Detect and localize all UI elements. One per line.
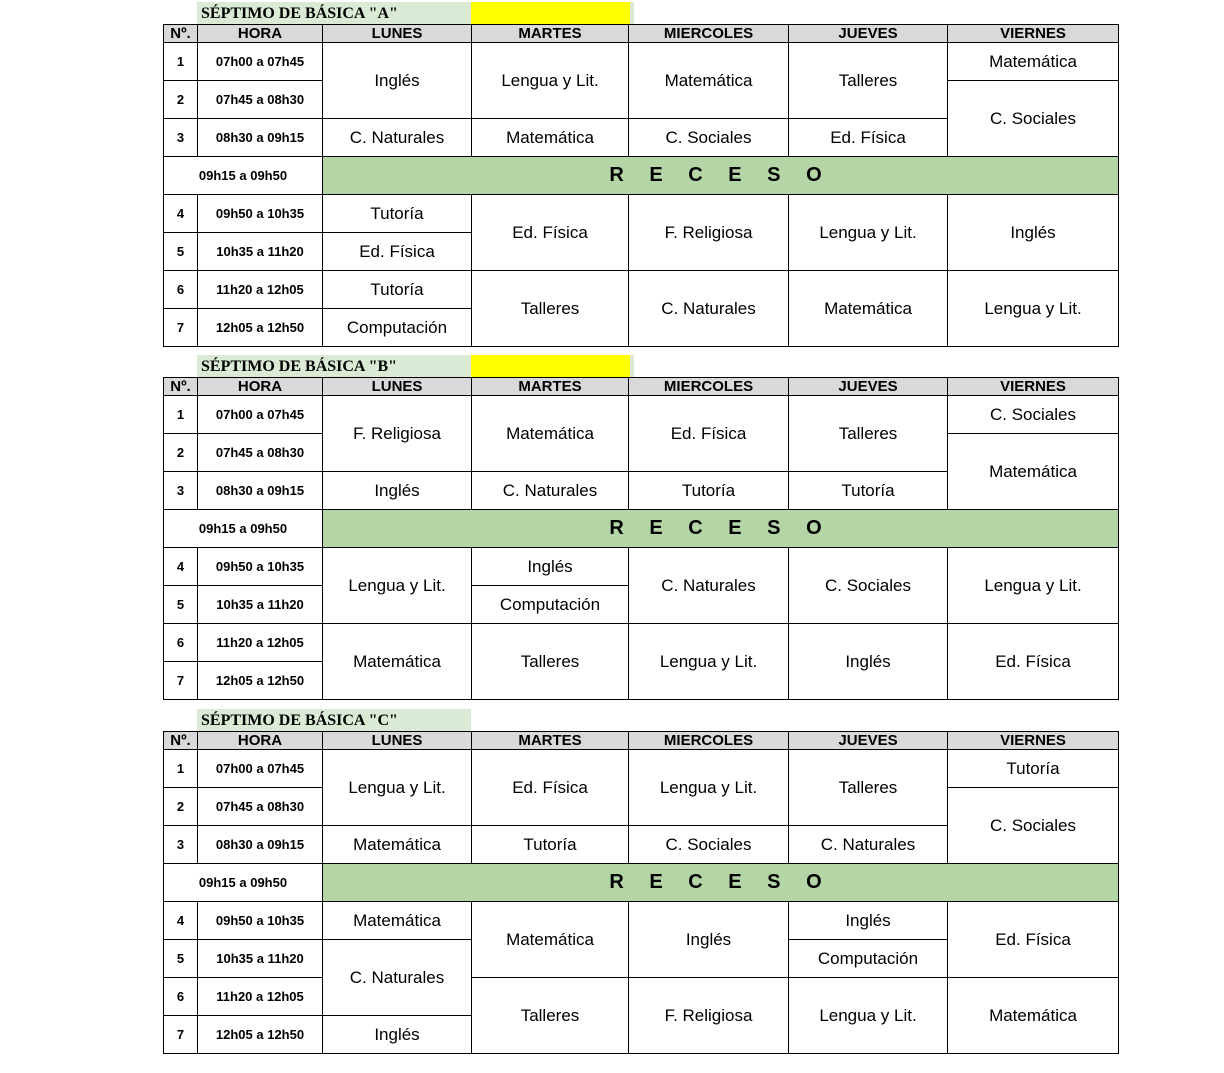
period-number: 3	[164, 472, 198, 510]
header-jueves: JUEVES	[789, 25, 948, 43]
period-time: 12h05 a 12h50	[198, 662, 323, 700]
period-number: 2	[164, 434, 198, 472]
subject-cell: Talleres	[472, 271, 629, 347]
subject-cell: Computación	[323, 309, 472, 347]
subject-cell: Tutoría	[472, 826, 629, 864]
subject-cell: Tutoría	[948, 750, 1119, 788]
subject-cell: Ed. Física	[948, 902, 1119, 978]
subject-cell: C. Sociales	[948, 788, 1119, 864]
header-lunes: LUNES	[323, 25, 472, 43]
subject-cell: Matemática	[472, 119, 629, 157]
header-viernes: VIERNES	[948, 732, 1119, 750]
subject-cell: F. Religiosa	[629, 978, 789, 1054]
subject-cell: Ed. Física	[472, 195, 629, 271]
period-time: 10h35 a 11h20	[198, 586, 323, 624]
header-hora: HORA	[198, 732, 323, 750]
subject-cell: Lengua y Lit.	[948, 271, 1119, 347]
recess-time: 09h15 a 09h50	[164, 157, 323, 195]
schedule-section-a	[163, 2, 1118, 347]
header-hora: HORA	[198, 378, 323, 396]
period-number: 1	[164, 750, 198, 788]
period-number: 7	[164, 662, 198, 700]
period-number: 3	[164, 826, 198, 864]
highlight-cell	[471, 355, 630, 377]
period-number: 1	[164, 43, 198, 81]
period-time: 07h00 a 07h45	[198, 396, 323, 434]
header-viernes: VIERNES	[948, 25, 1119, 43]
subject-cell: Matemática	[789, 271, 948, 347]
period-time: 09h50 a 10h35	[198, 902, 323, 940]
subject-cell: Inglés	[789, 624, 948, 700]
period-time: 12h05 a 12h50	[198, 1016, 323, 1054]
period-number: 1	[164, 396, 198, 434]
subject-cell: Matemática	[323, 826, 472, 864]
header-row	[164, 378, 1119, 396]
header-miercoles: MIERCOLES	[629, 25, 789, 43]
subject-cell: Inglés	[323, 1016, 472, 1054]
subject-cell: C. Sociales	[629, 119, 789, 157]
period-time: 07h00 a 07h45	[198, 750, 323, 788]
period-number: 2	[164, 788, 198, 826]
period-time: 09h50 a 10h35	[198, 195, 323, 233]
header-row	[164, 732, 1119, 750]
subject-cell: C. Naturales	[629, 271, 789, 347]
period-time: 12h05 a 12h50	[198, 309, 323, 347]
period-number: 6	[164, 978, 198, 1016]
period-time: 08h30 a 09h15	[198, 826, 323, 864]
header-jueves: JUEVES	[789, 732, 948, 750]
subject-cell: Matemática	[948, 978, 1119, 1054]
section-title: SÉPTIMO DE BÁSICA "A"	[197, 2, 634, 24]
recess-row	[164, 157, 1119, 195]
subject-cell: Matemática	[472, 396, 629, 472]
period-row	[164, 195, 1119, 233]
subject-cell: F. Religiosa	[323, 396, 472, 472]
subject-cell: Lengua y Lit.	[323, 750, 472, 826]
period-row	[164, 902, 1119, 940]
recess-row	[164, 510, 1119, 548]
subject-cell: C. Naturales	[629, 548, 789, 624]
period-time: 07h45 a 08h30	[198, 81, 323, 119]
subject-cell: Ed. Física	[948, 624, 1119, 700]
period-row	[164, 271, 1119, 309]
subject-cell: Matemática	[323, 902, 472, 940]
schedule-table	[163, 377, 1119, 700]
subject-cell: Talleres	[789, 750, 948, 826]
subject-cell: Ed. Física	[629, 396, 789, 472]
subject-cell: Talleres	[472, 978, 629, 1054]
schedule-table	[163, 731, 1119, 1054]
subject-cell: Computación	[472, 586, 629, 624]
period-time: 07h00 a 07h45	[198, 43, 323, 81]
recess-label: R E C E S O	[323, 510, 1119, 548]
subject-cell: Talleres	[789, 43, 948, 119]
period-time: 09h50 a 10h35	[198, 548, 323, 586]
period-time: 11h20 a 12h05	[198, 271, 323, 309]
subject-cell: C. Naturales	[789, 826, 948, 864]
subject-cell: Lengua y Lit.	[629, 750, 789, 826]
period-number: 5	[164, 233, 198, 271]
subject-cell: Inglés	[472, 548, 629, 586]
period-number: 4	[164, 902, 198, 940]
period-number: 5	[164, 940, 198, 978]
header-miercoles: MIERCOLES	[629, 732, 789, 750]
recess-row	[164, 864, 1119, 902]
subject-cell: Computación	[789, 940, 948, 978]
schedule-section-c	[163, 709, 1118, 1054]
subject-cell: Ed. Física	[323, 233, 472, 271]
subject-cell: F. Religiosa	[629, 195, 789, 271]
recess-time: 09h15 a 09h50	[164, 510, 323, 548]
header-martes: MARTES	[472, 25, 629, 43]
recess-label: R E C E S O	[323, 157, 1119, 195]
subject-cell: Matemática	[948, 434, 1119, 510]
period-row	[164, 978, 1119, 1016]
subject-cell: Matemática	[472, 902, 629, 978]
subject-cell: C. Sociales	[789, 548, 948, 624]
period-row	[164, 548, 1119, 586]
header-miercoles: MIERCOLES	[629, 378, 789, 396]
header-lunes: LUNES	[323, 378, 472, 396]
section-title: SÉPTIMO DE BÁSICA "B"	[197, 355, 634, 377]
period-number: 3	[164, 119, 198, 157]
header-martes: MARTES	[472, 732, 629, 750]
period-time: 08h30 a 09h15	[198, 119, 323, 157]
schedule-section-b	[163, 355, 1118, 700]
subject-cell: Inglés	[629, 902, 789, 978]
subject-cell: Matemática	[948, 43, 1119, 81]
subject-cell: Inglés	[323, 43, 472, 119]
subject-cell: Lengua y Lit.	[789, 978, 948, 1054]
subject-cell: Inglés	[323, 472, 472, 510]
subject-cell: Tutoría	[629, 472, 789, 510]
highlight-cell	[471, 2, 630, 24]
subject-cell: C. Sociales	[948, 396, 1119, 434]
period-number: 5	[164, 586, 198, 624]
subject-cell: Inglés	[789, 902, 948, 940]
period-time: 10h35 a 11h20	[198, 233, 323, 271]
header-jueves: JUEVES	[789, 378, 948, 396]
header-num: Nº.	[164, 25, 198, 43]
period-number: 4	[164, 195, 198, 233]
period-row	[164, 396, 1119, 434]
period-number: 7	[164, 1016, 198, 1054]
subject-cell: Matemática	[629, 43, 789, 119]
subject-cell: C. Sociales	[629, 826, 789, 864]
subject-cell: C. Naturales	[472, 472, 629, 510]
subject-cell: Lengua y Lit.	[948, 548, 1119, 624]
period-time: 08h30 a 09h15	[198, 472, 323, 510]
period-row	[164, 750, 1119, 788]
header-lunes: LUNES	[323, 732, 472, 750]
period-time: 07h45 a 08h30	[198, 788, 323, 826]
subject-cell: Talleres	[789, 396, 948, 472]
subject-cell: Lengua y Lit.	[472, 43, 629, 119]
period-time: 11h20 a 12h05	[198, 978, 323, 1016]
subject-cell: Lengua y Lit.	[629, 624, 789, 700]
period-row	[164, 624, 1119, 662]
header-hora: HORA	[198, 25, 323, 43]
section-title: SÉPTIMO DE BÁSICA "C"	[197, 709, 471, 731]
period-number: 2	[164, 81, 198, 119]
subject-cell: Ed. Física	[472, 750, 629, 826]
recess-time: 09h15 a 09h50	[164, 864, 323, 902]
subject-cell: Ed. Física	[789, 119, 948, 157]
period-number: 7	[164, 309, 198, 347]
subject-cell: Inglés	[948, 195, 1119, 271]
recess-label: R E C E S O	[323, 864, 1119, 902]
header-viernes: VIERNES	[948, 378, 1119, 396]
period-time: 07h45 a 08h30	[198, 434, 323, 472]
period-time: 11h20 a 12h05	[198, 624, 323, 662]
schedule-table	[163, 24, 1119, 347]
header-martes: MARTES	[472, 378, 629, 396]
period-number: 6	[164, 271, 198, 309]
subject-cell: C. Sociales	[948, 81, 1119, 157]
subject-cell: Tutoría	[323, 271, 472, 309]
subject-cell: Lengua y Lit.	[323, 548, 472, 624]
subject-cell: C. Naturales	[323, 119, 472, 157]
header-num: Nº.	[164, 378, 198, 396]
subject-cell: Matemática	[323, 624, 472, 700]
period-time: 10h35 a 11h20	[198, 940, 323, 978]
header-row	[164, 25, 1119, 43]
subject-cell: Lengua y Lit.	[789, 195, 948, 271]
period-number: 6	[164, 624, 198, 662]
period-number: 4	[164, 548, 198, 586]
period-row	[164, 43, 1119, 81]
subject-cell: C. Naturales	[323, 940, 472, 1016]
header-num: Nº.	[164, 732, 198, 750]
subject-cell: Tutoría	[789, 472, 948, 510]
subject-cell: Tutoría	[323, 195, 472, 233]
subject-cell: Talleres	[472, 624, 629, 700]
